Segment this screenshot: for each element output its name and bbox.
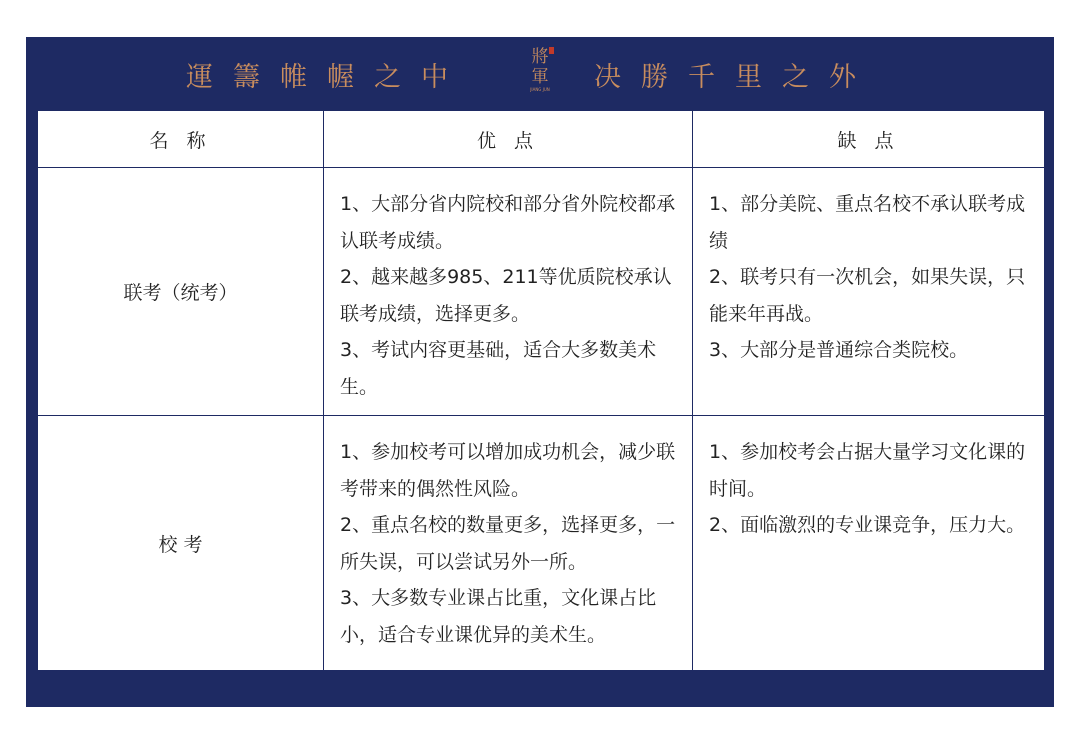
table-header-row xyxy=(38,111,1045,168)
table-row xyxy=(38,168,1045,416)
logo-char-top: 將 xyxy=(531,47,549,67)
table-row xyxy=(38,416,1045,671)
pros-cell xyxy=(324,168,693,416)
logo-char-bottom: 軍 xyxy=(531,67,549,87)
banner-slogan-left: 運籌帷幄之中 xyxy=(186,62,468,93)
header-cons: 缺 点 xyxy=(693,111,1045,168)
page-frame xyxy=(26,37,1054,707)
cons-cell xyxy=(693,168,1045,416)
cons-item: 2、面临激烈的专业课竞争，压力大。 xyxy=(709,514,1026,536)
banner-slogan-right: 决勝千里之外 xyxy=(594,62,876,93)
header-name: 名 称 xyxy=(38,111,324,168)
pros-item: 3、考试内容更基础，适合大多数美术生。 xyxy=(340,339,657,398)
pros-item: 2、越来越多985、211等优质院校承认联考成绩，选择更多。 xyxy=(340,266,672,325)
comparison-table xyxy=(37,110,1045,671)
pros-cell xyxy=(324,416,693,671)
cons-cell xyxy=(693,416,1045,671)
row-name: 校 考 xyxy=(38,416,324,671)
logo-subtitle: JIANG JUN xyxy=(530,87,550,92)
pros-item: 1、参加校考可以增加成功机会，减少联考带来的偶然性风险。 xyxy=(340,441,676,500)
cons-item: 1、参加校考会占据大量学习文化课的时间。 xyxy=(709,441,1026,500)
header-pros: 优 点 xyxy=(324,111,693,168)
title-banner xyxy=(26,37,1054,109)
pros-item: 3、大多数专业课占比重，文化课占比小，适合专业课优异的美术生。 xyxy=(340,587,657,646)
seal-mark xyxy=(549,47,554,54)
cons-item: 3、大部分是普通综合类院校。 xyxy=(709,339,969,361)
cons-item: 1、部分美院、重点名校不承认联考成绩 xyxy=(709,193,1026,252)
comparison-table-area xyxy=(37,110,1044,671)
pros-item: 1、大部分省内院校和部分省外院校都承认联考成绩。 xyxy=(340,193,676,252)
brand-logo xyxy=(526,47,554,101)
pros-item: 2、重点名校的数量更多，选择更多，一所失误，可以尝试另外一所。 xyxy=(340,514,676,573)
cons-item: 2、联考只有一次机会，如果失误，只能来年再战。 xyxy=(709,266,1026,325)
row-name: 联考（统考） xyxy=(38,168,324,416)
